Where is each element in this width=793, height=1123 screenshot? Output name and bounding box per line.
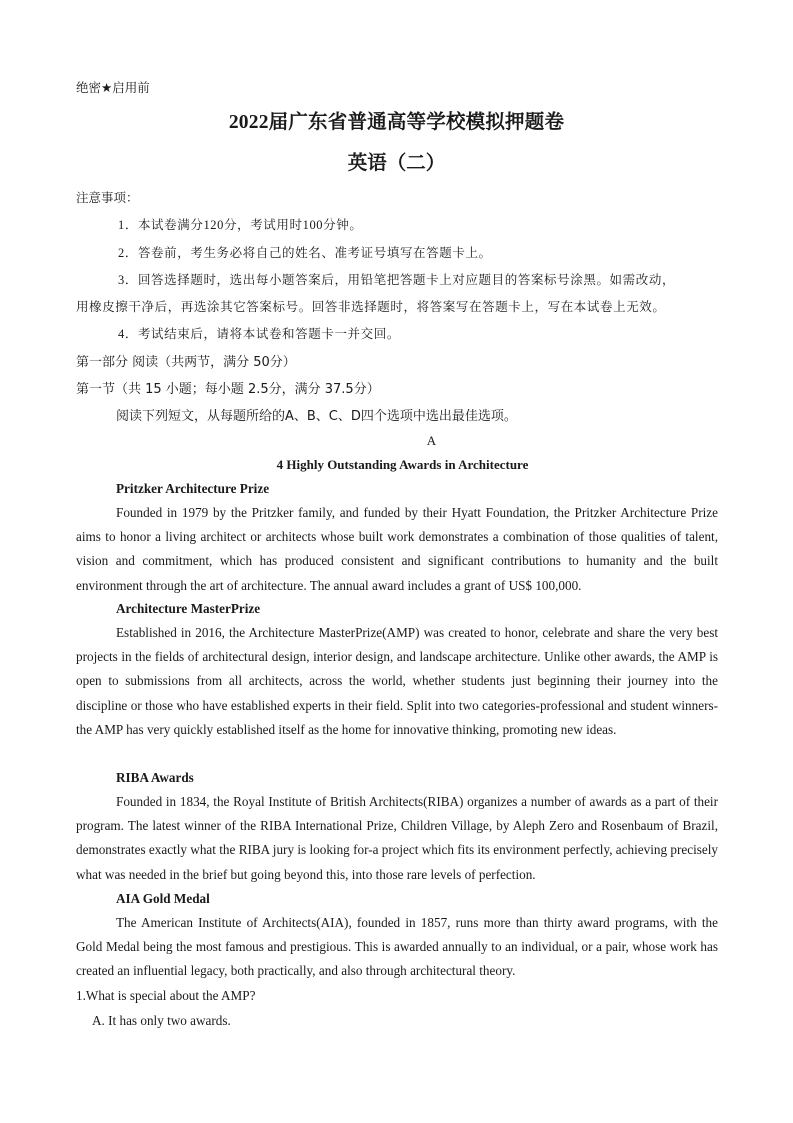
- award-heading-pritzker: Pritzker Architecture Prize: [116, 481, 270, 496]
- question-1: 1.What is special about the AMP?: [76, 988, 256, 1003]
- award-paragraph-pritzker: Founded in 1979 by the Pritzker family, and funded by their Hyatt Foundation, the Pritzker Architecture Prize aims to honor a living architect or architects whose built work demonstrates a combination of those qualities of talent, vision and commitment, which has produced consistent and significant contributions to humanity and the built environment through the art of architecture. The annual award includes a grant of US$ 100,000.: [76, 505, 718, 593]
- notice-item-3-line-2: 用橡皮擦干净后，再选涂其它答案标号。回答非选择题时，将答案写在答题卡上，写在本试卷上无效。: [76, 300, 666, 314]
- award-heading-aia: AIA Gold Medal: [116, 891, 210, 906]
- award-paragraph-aia: The American Institute of Architects(AIA), founded in 1857, runs more than thirty award programs, with the Gold Medal being the most famous and prestigious. This is awarded annually to an individual, or a pair, whose work has created an influential legacy, both practically, and also through architectural theory.: [76, 915, 718, 979]
- notice-item-3-line-1: 3．回答选择题时，选出每小题答案后，用铅笔把答题卡上对应题目的答案标号涂黑。如需改动，: [118, 273, 676, 287]
- notice-item-1: 1．本试卷满分120分，考试用时100分钟。: [118, 218, 363, 232]
- section-one-heading: 第一节（共 15 小题；每小题 2.5分，满分 37.5分）: [76, 382, 380, 397]
- award-paragraph-amp: Established in 2016, the Architecture MasterPrize(AMP) was created to honor, celebrate and share the very best projects in the fields of architectural design, interior design, and landscape architecture. Unlike other awards, the AMP is open to submissions from all architects, across the world, whether students just beginning their journey into the discipline or those who have established experts in their field. Split into two categories-professional and student winners-the AMP has very quickly established itself as the home for innovative thinking, promoting new ideas.: [76, 625, 718, 737]
- award-paragraph-riba: Founded in 1834, the Royal Institute of British Architects(RIBA) organizes a number of awards as a part of their program. The latest winner of the RIBA International Prize, Children Village, by Aleph Zero and Rosenbaum of Brazil, demonstrates exactly what the RIBA jury is looking for-a project which fits its environment perfectly, achieving precisely what was needed in the brief but going beyond this, into those rare levels of perfection.: [76, 794, 718, 882]
- reading-instruction: 阅读下列短文，从每题所给的A、B、C、D四个选项中选出最佳选项。: [116, 409, 517, 424]
- passage-label: A: [426, 433, 437, 448]
- exam-subtitle: 英语（二）: [347, 153, 446, 174]
- notice-item-2: 2．答卷前，考生务必将自己的姓名、准考证号填写在答题卡上。: [118, 246, 492, 260]
- award-heading-amp: Architecture MasterPrize: [116, 601, 261, 616]
- exam-title: 2022届广东省普通高等学校模拟押题卷: [228, 112, 565, 133]
- part-one-heading: 第一部分 阅读（共两节，满分 50分）: [76, 355, 296, 370]
- question-1-option-a: A. It has only two awards.: [92, 1013, 231, 1028]
- notice-heading: 注意事项：: [76, 191, 139, 205]
- confidential-label: 绝密★启用前: [76, 80, 150, 95]
- notice-item-4: 4．考试结束后，请将本试卷和答题卡一并交回。: [118, 327, 400, 341]
- award-heading-riba: RIBA Awards: [116, 770, 194, 785]
- passage-title: 4 Highly Outstanding Awards in Architecture: [276, 457, 529, 472]
